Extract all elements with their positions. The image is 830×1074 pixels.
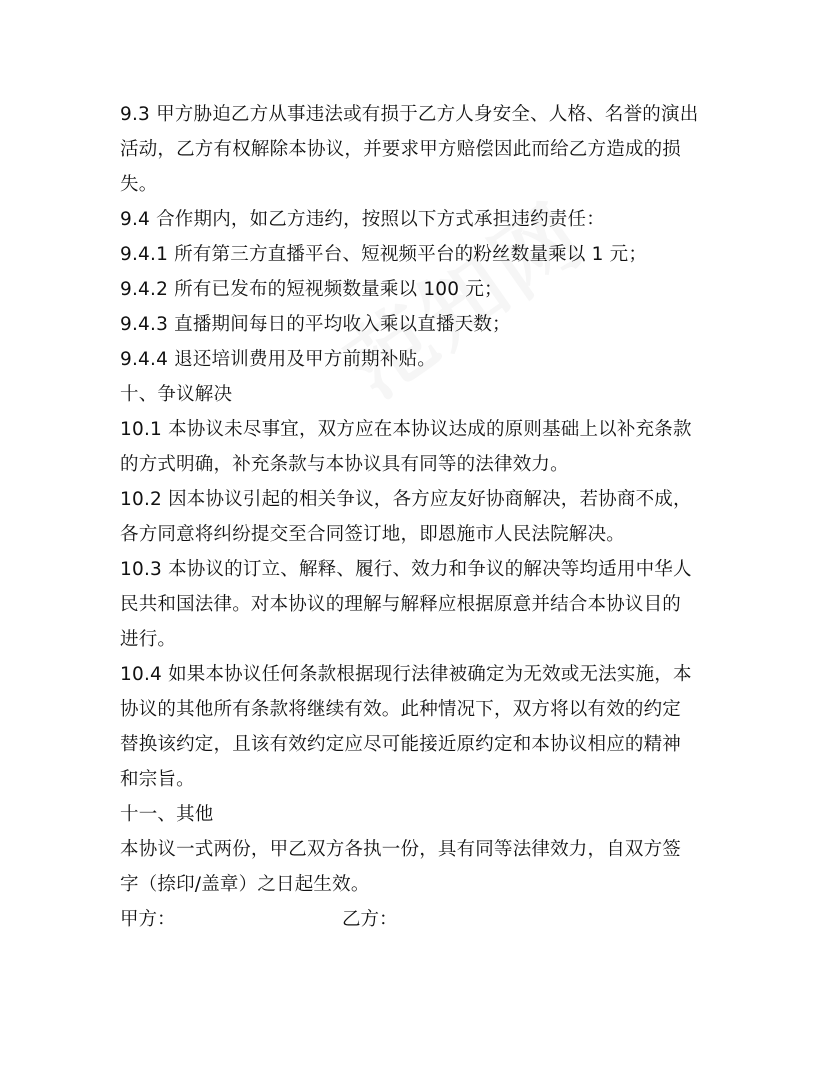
text-line-10-4-a: 10.4 如果本协议任何条款根据现行法律被确定为无效或无法实施，本 (120, 664, 692, 685)
signature-row (120, 908, 740, 931)
party-b-signature-label: 乙方： (342, 909, 398, 930)
text-line-9-3-a: 9.3 甲方胁迫乙方从事违法或有损于乙方人身安全、人格、名誉的演出 (120, 104, 699, 125)
text-line-10-3-b: 民共和国法律。对本协议的理解与解释应根据原意并结合本协议目的 (120, 594, 682, 615)
text-line-10-4-c: 替换该约定，且该有效约定应尽可能接近原约定和本协议相应的精神 (120, 734, 682, 755)
document-body (120, 103, 740, 931)
text-line-11-b: 字（捺印/盖章）之日起生效。 (120, 874, 370, 895)
text-line-9-3-c: 失。 (120, 174, 158, 195)
section-title-10: 十、争议解决 (120, 384, 233, 405)
text-line-9-4-1: 9.4.1 所有第三方直播平台、短视频平台的粉丝数量乘以 1 元； (120, 244, 648, 265)
section-title-11: 十一、其他 (120, 804, 214, 825)
text-line-10-3-a: 10.3 本协议的订立、解释、履行、效力和争议的解决等均适用中华人 (120, 559, 692, 580)
text-line-10-4-b: 协议的其他所有条款将继续有效。此种情况下，双方将以有效的约定 (120, 699, 682, 720)
text-line-10-1-b: 的方式明确，补充条款与本协议具有同等的法律效力。 (120, 454, 569, 475)
text-line-9-4-2: 9.4.2 所有已发布的短视频数量乘以 100 元； (120, 279, 503, 300)
text-line-10-2-a: 10.2 因本协议引起的相关争议，各方应友好协商解决，若协商不成， (120, 489, 692, 510)
text-line-10-1-a: 10.1 本协议未尽事宜，双方应在本协议达成的原则基础上以补充条款 (120, 419, 692, 440)
text-line-9-4-4: 9.4.4 退还培训费用及甲方前期补贴。 (120, 349, 436, 370)
text-line-10-2-b: 各方同意将纠纷提交至合同签订地，即恩施市人民法院解决。 (120, 524, 625, 545)
text-line-9-4: 9.4 合作期内，如乙方违约，按照以下方式承担违约责任： (120, 209, 605, 230)
text-line-10-3-c: 进行。 (120, 629, 177, 650)
text-line-11-a: 本协议一式两份，甲乙双方各执一份，具有同等法律效力，自双方签 (120, 839, 682, 860)
party-a-signature-label: 甲方： (120, 909, 176, 930)
text-line-9-4-3: 9.4.3 直播期间每日的平均收入乘以直播天数； (120, 314, 511, 335)
text-line-9-3-b: 活动，乙方有权解除本协议，并要求甲方赔偿因此而给乙方造成的损 (120, 139, 682, 160)
text-line-10-4-d: 和宗旨。 (120, 769, 195, 790)
